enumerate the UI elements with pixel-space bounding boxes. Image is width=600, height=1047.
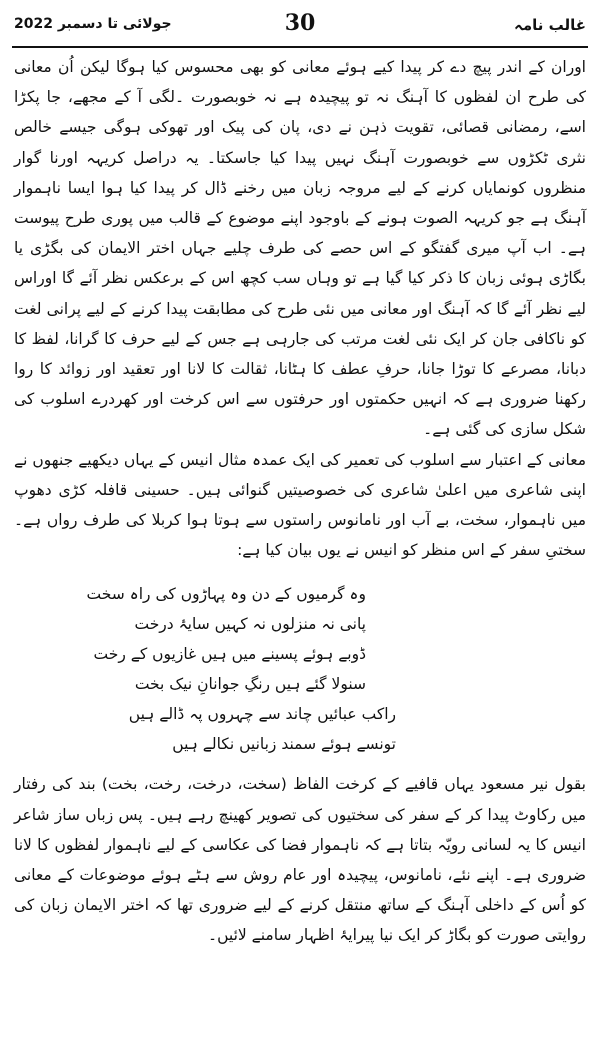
- page-header: [14, 10, 586, 44]
- header-divider: [12, 46, 588, 48]
- journal-title: غالب نامہ: [514, 16, 586, 34]
- issue-date: جولائی تا دسمبر 2022: [14, 16, 172, 32]
- poem-stanza: [14, 579, 586, 759]
- verse-line: سنولا گئے ہیں رنگِ جوانانِ نیک بخت: [134, 675, 366, 694]
- verse-line: ڈوبے ہوئے پسینے میں ہیں غازیوں کے رخت: [93, 645, 366, 664]
- verse-line: پانی نہ منزلوں نہ کہیں سایۂ درخت: [134, 615, 366, 634]
- verse-line: راکب عبائیں چاند سے چہروں پہ ڈالے ہیں: [128, 705, 396, 724]
- verse-line: تونسے ہوئے سمند زبانیں نکالے ہیں: [172, 735, 396, 754]
- body-paragraph: اوران کے اندر پیچ دے کر پیدا کیے ہوئے معانی کو بھی محسوس کیا ہوگا لیکن اُن معانی کی طرح ان لفظوں کا آہنگ نہ تو پیچیدہ ہے نہ خوبصورت ۔لگی آ کے مجھے، جا پکڑا اسے، رمضانی قصائی، تقویت ذہن نے دی، پان کی پیک اور تھوکی ہوگی جیسے خالص نثری ٹکڑوں سے خوبصورت آہنگ نہیں پیدا کیا جاسکتا۔ یہ دراصل کریہہ اورنا گوار منظروں کونمایاں کرنے کے لیے مروجہ زبان میں رخنے ڈال کر پیدا کیا ہوا ایسا ناہموار آہنگ ہے جو کریہہ الصوت ہونے کے باوجود اپنے موضوع کے قالب میں پوری طرح پیوست ہے۔ اب آپ میری گفتگو کے اس حصے کی طرف چلیے جہاں اختر الایمان کی بگڑی یا بگاڑی ہوئی زبان کا ذکر کیا گیا ہے تو وہاں سب کچھ اس کے برعکس نظر آئے گا اوراس لیے نظر آئے گا کہ آہنگ اور معانی میں نئی طرح کی مطابقت پیدا کرنے کے لیے پرانی لغت کو ناکافی جان کر ایک نئی لغت مرتب کی جارہی ہے جس کے لیے حرف کا گرانا، لفظ کا دبانا، مصرعے کا توڑا جانا، حرفِ عطف کا ہٹانا، ثقالت کا لانا اور تعقید اور زوائد کا روا رکھنا ضروری ہے کہ انہیں حکمتوں اور حرفتوں سے اس کرخت اور کھردرے اسلوب کی شکل سازی کی گئی ہے۔: [14, 58, 586, 439]
- verse-line: وہ گرمیوں کے دن وہ پہاڑوں کی راہ سخت: [86, 585, 366, 604]
- article-body: [14, 52, 586, 951]
- body-paragraph: بقول نیر مسعود یہاں قافیے کے کرخت الفاظ (سخت، درخت، رخت، بخت) بند کی رفتار میں رکاوٹ پیدا کر کے سفر کی سختیوں کی تصویر کھینچ رہے ہیں۔ پس زباں ساز شاعر انیس کا یہ لسانی رویّہ بتاتا ہے کہ ناہموار فضا کی عکاسی کے لیے ناہموار لفظوں کا لانا ضروری ہے۔ اپنے نئے، نامانوس، پیچیدہ اور عام روش سے ہٹے ہوئے موضوعات کے معانی کو اُس کے داخلی آہنگ کے ساتھ منتقل کرنے کے لیے ضروری تھا کہ اختر الایمان زبان کی روایتی صورت کو بگاڑ کر ایک نیا پیرایۂ اظہار سامنے لائیں۔: [14, 775, 586, 945]
- body-paragraph: معانی کے اعتبار سے اسلوب کی تعمیر کی ایک عمدہ مثال انیس کے یہاں دیکھیے جنھوں نے اپنی شاعری میں اعلیٰ شاعری کی خصوصیتیں گنوائی ہیں۔ حسینی قافلہ کڑی دھوپ میں ناہموار، سخت، بے آب اور نامانوس راستوں سے ہوتا ہوا کربلا کی طرف رواں ہے۔ سختیِ سفر کے اس منظر کو انیس نے یوں بیان کیا ہے:: [14, 450, 586, 560]
- page-number: 30: [284, 10, 316, 36]
